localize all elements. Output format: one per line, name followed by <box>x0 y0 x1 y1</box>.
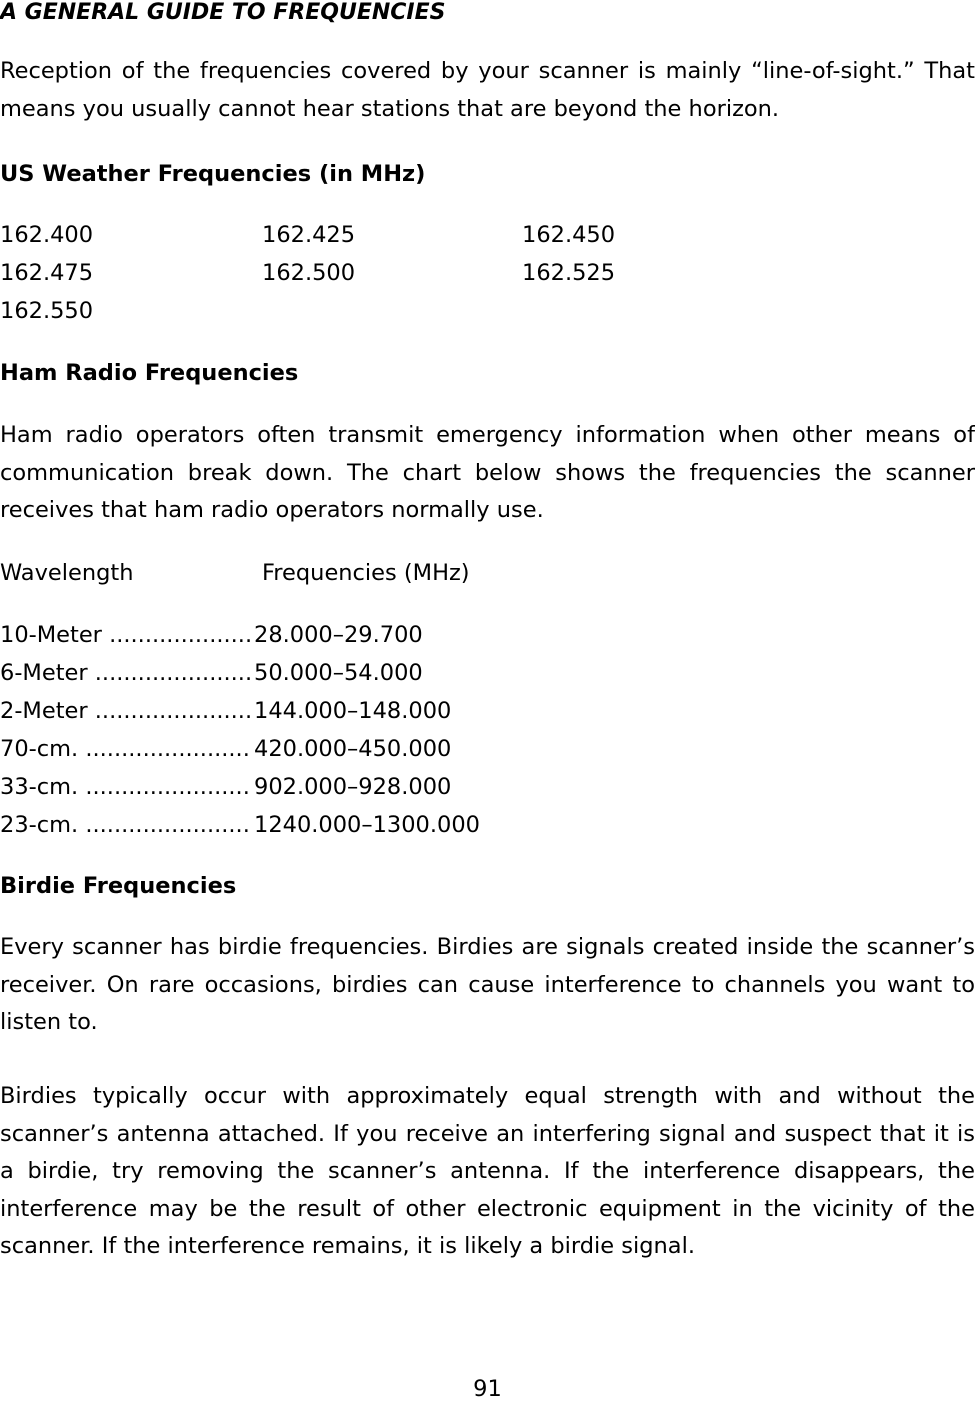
wavelength-cell: 10-Meter ..... <box>0 621 256 649</box>
frequency-range-cell: 420.000–450.000 <box>250 735 451 763</box>
intro-paragraph: Reception of the frequencies covered by your scanner is mainly “line-of-sight.” That means you usually cannot hear stations that are beyond the horizon. <box>0 58 975 122</box>
wavelength-cell: 2-Meter ..... <box>0 697 256 725</box>
weather-frequency: 162.475 <box>0 260 94 286</box>
weather-heading: US Weather Frequencies (in MHz) <box>0 161 426 187</box>
wavelength-column-header: Wavelength <box>0 560 134 586</box>
wavelength-cell: 6-Meter ..... <box>0 659 256 687</box>
birdie-paragraph-2: Birdies typically occur with approximately equal strength with and without the scanner’s antenna attached. If you receive an interfering signal and suspect that it is a birdie, try removing the scanner’s antenna. If the interference disappears, the interference may be the result of other electronic equipment in the vicinity of the scanner. If the interference remains, it is likely a birdie signal. <box>0 1083 975 1259</box>
frequency-range-cell: 28.000–29.700 <box>250 621 423 649</box>
weather-frequency: 162.525 <box>522 260 616 286</box>
table-row <box>0 621 700 649</box>
page-number: 91 <box>473 1376 502 1402</box>
table-row <box>0 697 700 725</box>
table-row <box>0 659 700 687</box>
frequency-range-cell: 50.000–54.000 <box>250 659 423 687</box>
weather-frequency: 162.500 <box>262 260 356 286</box>
table-row <box>0 735 700 763</box>
weather-frequency: 162.550 <box>0 298 94 324</box>
frequency-range-cell: 1240.000–1300.000 <box>250 811 480 839</box>
table-row <box>0 773 700 801</box>
wavelength-cell: 23-cm. ..... <box>0 811 256 839</box>
wavelength-cell: 33-cm. ..... <box>0 773 256 801</box>
weather-frequency: 162.425 <box>262 222 356 248</box>
table-row <box>0 811 700 839</box>
wavelength-cell: 70-cm. ..... <box>0 735 256 763</box>
frequency-range-cell: 902.000–928.000 <box>250 773 451 801</box>
frequency-range-cell: 144.000–148.000 <box>250 697 451 725</box>
page-title: A GENERAL GUIDE TO FREQUENCIES <box>0 0 446 25</box>
ham-heading: Ham Radio Frequencies <box>0 360 299 386</box>
ham-description: Ham radio operators often transmit emergency information when other means of communication break down. The chart below shows the frequencies the scanner receives that ham radio operators normally use. <box>0 422 975 523</box>
weather-frequency: 162.450 <box>522 222 616 248</box>
frequencies-column-header: Frequencies (MHz) <box>262 560 470 586</box>
birdie-heading: Birdie Frequencies <box>0 873 237 899</box>
weather-frequency: 162.400 <box>0 222 94 248</box>
birdie-paragraph-1: Every scanner has birdie frequencies. Birdies are signals created inside the scanner’s receiver. On rare occasions, birdies can cause interference to channels you want to listen to. <box>0 934 975 1035</box>
